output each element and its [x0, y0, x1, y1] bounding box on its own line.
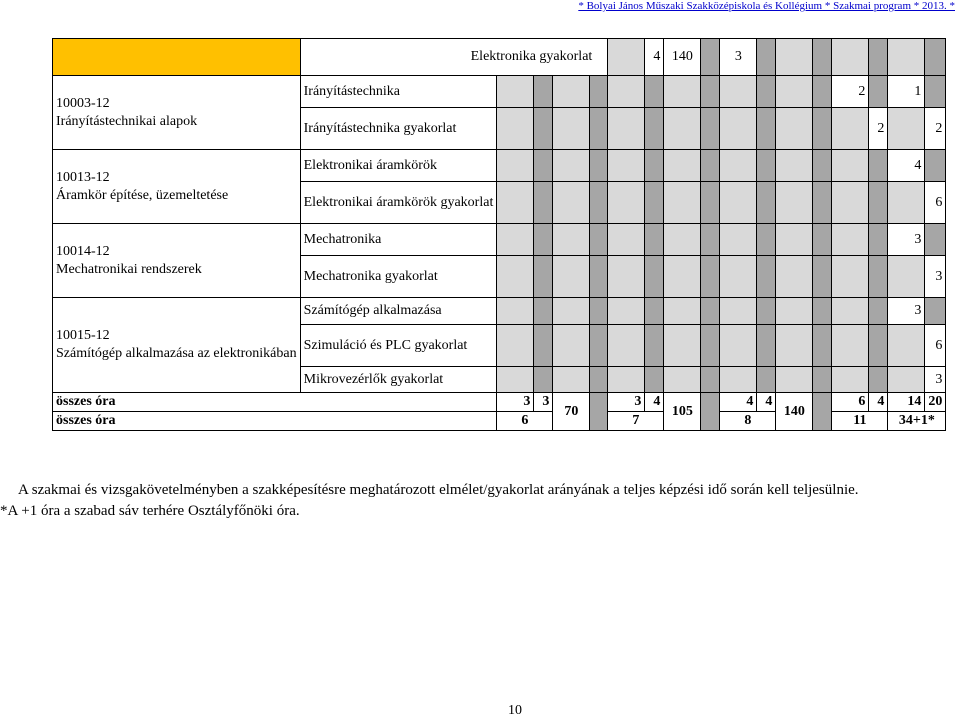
module-name: Mechatronikai rendszerek — [56, 261, 202, 277]
subject-label: Számítógép alkalmazása — [300, 298, 497, 325]
module-cell — [53, 298, 301, 393]
subject-hours: 3 — [888, 224, 925, 256]
totals-label: összes óra — [53, 393, 497, 412]
subject-label: Mikrovezérlők gyakorlat — [300, 367, 497, 393]
totals-row — [53, 393, 946, 412]
page-header: * Bolyai János Műszaki Szakközépiskola és Kollégium * Szakmai program * 2013. * — [578, 0, 955, 12]
subject-label: Elektronikai áramkörök — [300, 150, 497, 182]
total-hours: 6 — [497, 412, 553, 431]
total-hours: 7 — [608, 412, 664, 431]
module-code: 10013-12 — [56, 169, 110, 185]
total-hours: 4 — [757, 393, 776, 412]
module-name: Számítógép alkalmazása az elektronikában — [56, 346, 297, 361]
subject-hours: 3 — [720, 39, 757, 76]
subject-hours: 2 — [869, 108, 888, 150]
curriculum-table — [52, 38, 946, 431]
subject-label: Szimuláció és PLC gyakorlat — [300, 325, 497, 367]
subject-label: Mechatronika gyakorlat — [300, 256, 497, 298]
subject-hours: 2 — [832, 76, 869, 108]
total-hours: 3 — [608, 393, 645, 412]
table-row — [53, 150, 946, 182]
total-hours: 20 — [925, 393, 946, 412]
subject-hours: 2 — [925, 108, 946, 150]
total-hours: 4 — [720, 393, 757, 412]
subject-hours: 3 — [925, 367, 946, 393]
module-code: 10015-12 — [56, 328, 110, 343]
footer-note: *A +1 óra a szabad sáv terhére Osztályfőnöki óra. — [0, 503, 300, 519]
total-hours: 105 — [664, 393, 701, 431]
total-hours: 140 — [776, 393, 813, 431]
footer-notes — [0, 480, 960, 522]
table-row — [53, 76, 946, 108]
total-hours: 70 — [553, 393, 590, 431]
subject-hours: 4 — [645, 39, 664, 76]
total-hours: 4 — [645, 393, 664, 412]
total-hours: 11 — [832, 412, 888, 431]
total-hours: 6 — [832, 393, 869, 412]
subject-hours: 4 — [888, 150, 925, 182]
page-number: 10 — [508, 703, 522, 718]
module-code: 10014-12 — [56, 243, 110, 259]
total-hours: 4 — [869, 393, 888, 412]
total-hours: 34+1* — [888, 412, 946, 431]
module-cell — [53, 39, 301, 76]
subject-hours: 3 — [888, 298, 925, 325]
subject-hours: 1 — [888, 76, 925, 108]
table-row — [53, 298, 946, 325]
module-name: Irányítástechnikai alapok — [56, 113, 198, 129]
subject-label: Elektronikai áramkörök gyakorlat — [300, 182, 497, 224]
subject-label: Irányítástechnika — [300, 76, 497, 108]
subject-hours: 3 — [925, 256, 946, 298]
total-hours: 3 — [534, 393, 553, 412]
module-name: Áramkör építése, üzemeltetése — [56, 187, 229, 203]
subject-hours: 6 — [925, 182, 946, 224]
subject-hours: 6 — [925, 325, 946, 367]
table-row — [53, 224, 946, 256]
module-cell — [53, 150, 301, 224]
subject-hours: 140 — [664, 39, 701, 76]
footer-note: A szakmai és vizsgakövetelményben a szakképesítésre meghatározott elmélet/gyakorlat arányának a teljes képzési idő során kell teljesülnie. — [18, 482, 859, 498]
module-code: 10003-12 — [56, 95, 110, 111]
subject-label: Mechatronika — [300, 224, 497, 256]
totals-label: összes óra — [53, 412, 497, 431]
subject-label: Elektronika gyakorlat — [300, 39, 608, 76]
total-hours: 8 — [720, 412, 776, 431]
total-hours: 3 — [497, 393, 534, 412]
subject-label: Irányítástechnika gyakorlat — [300, 108, 497, 150]
total-hours: 14 — [888, 393, 925, 412]
module-cell — [53, 76, 301, 150]
module-cell — [53, 224, 301, 298]
table-row — [53, 39, 946, 76]
